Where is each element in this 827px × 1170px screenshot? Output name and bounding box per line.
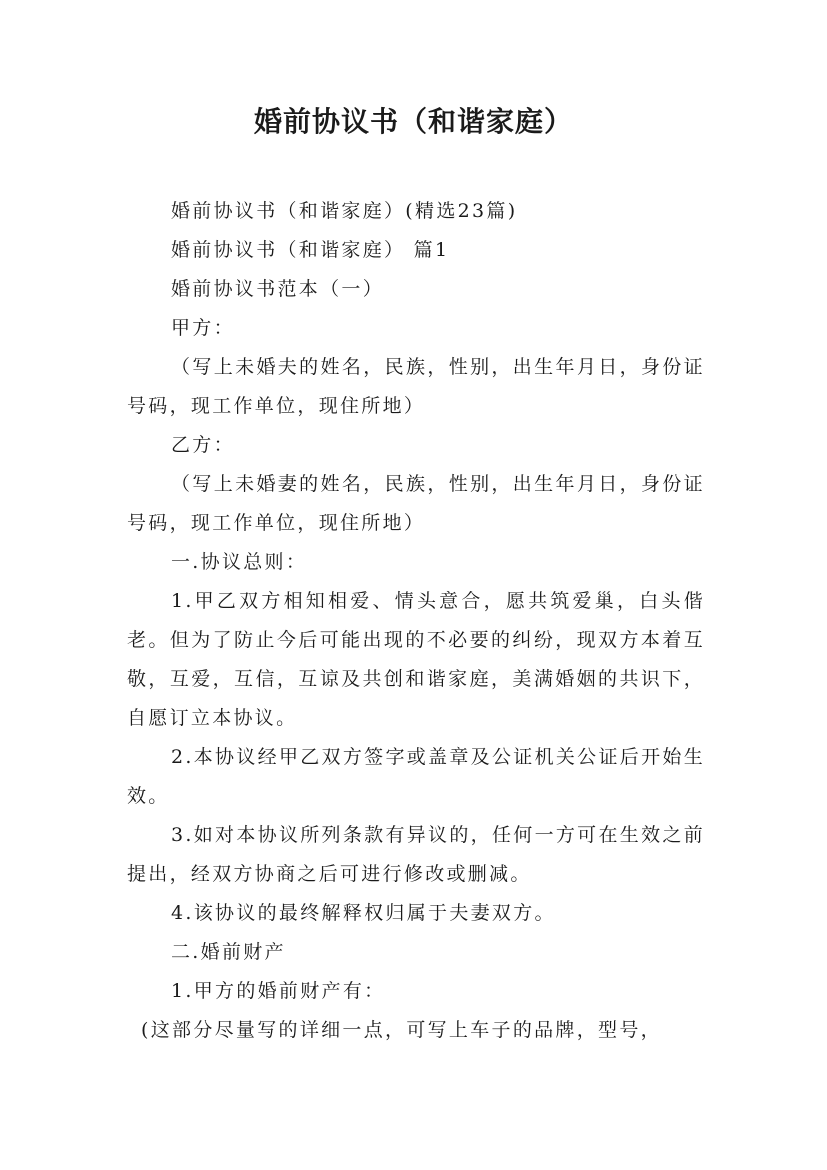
- paragraph-party-a-details: （写上未婚夫的姓名，民族，性别，出生年月日，身份证号码，现工作单位，现住所地）: [127, 356, 705, 417]
- paragraph-party-b-label: 乙方：: [171, 434, 235, 456]
- paragraph-clause-4: 4.该协议的最终解释权归属于夫妻双方。: [171, 902, 556, 924]
- paragraph-party-b-details: （写上未婚妻的姓名，民族，性别，出生年月日，身份证号码，现工作单位，现住所地）: [127, 473, 705, 534]
- paragraph-property-party-a: 1.甲方的婚前财产有：: [171, 980, 386, 1002]
- paragraph-clause-3: 3.如对本协议所列条款有异议的，任何一方可在生效之前提出，经双方协商之后可进行修改或删减。: [127, 824, 705, 885]
- paragraph-section-property: 二.婚前财产: [171, 941, 286, 963]
- paragraph-section-general: 一.协议总则：: [171, 551, 308, 573]
- document-title: 婚前协议书（和谐家庭）: [253, 105, 573, 138]
- paragraph-heading-chapter: 婚前协议书（和谐家庭） 篇1: [171, 239, 450, 261]
- paragraph-heading-template: 婚前协议书范本（一）: [171, 278, 385, 300]
- paragraph-clause-2: 2.本协议经甲乙双方签字或盖章及公证机关公证后开始生效。: [127, 746, 705, 807]
- paragraph-party-a-label: 甲方：: [171, 317, 235, 339]
- paragraph-clause-1: 1.甲乙双方相知相爱、情头意合，愿共筑爱巢，白头偕老。但为了防止今后可能出现的不必要的纠纷，现双方本着互敬，互爱，互信，互谅及共创和谐家庭，美满婚姻的共识下，自愿订立本协议。: [127, 590, 705, 729]
- paragraph-property-note: (这部分尽量写的详细一点，可写上车子的品牌，型号，: [141, 1019, 662, 1041]
- paragraph-heading-collection: 婚前协议书（和谐家庭）(精选23篇): [171, 200, 518, 222]
- document-body: [127, 192, 705, 1050]
